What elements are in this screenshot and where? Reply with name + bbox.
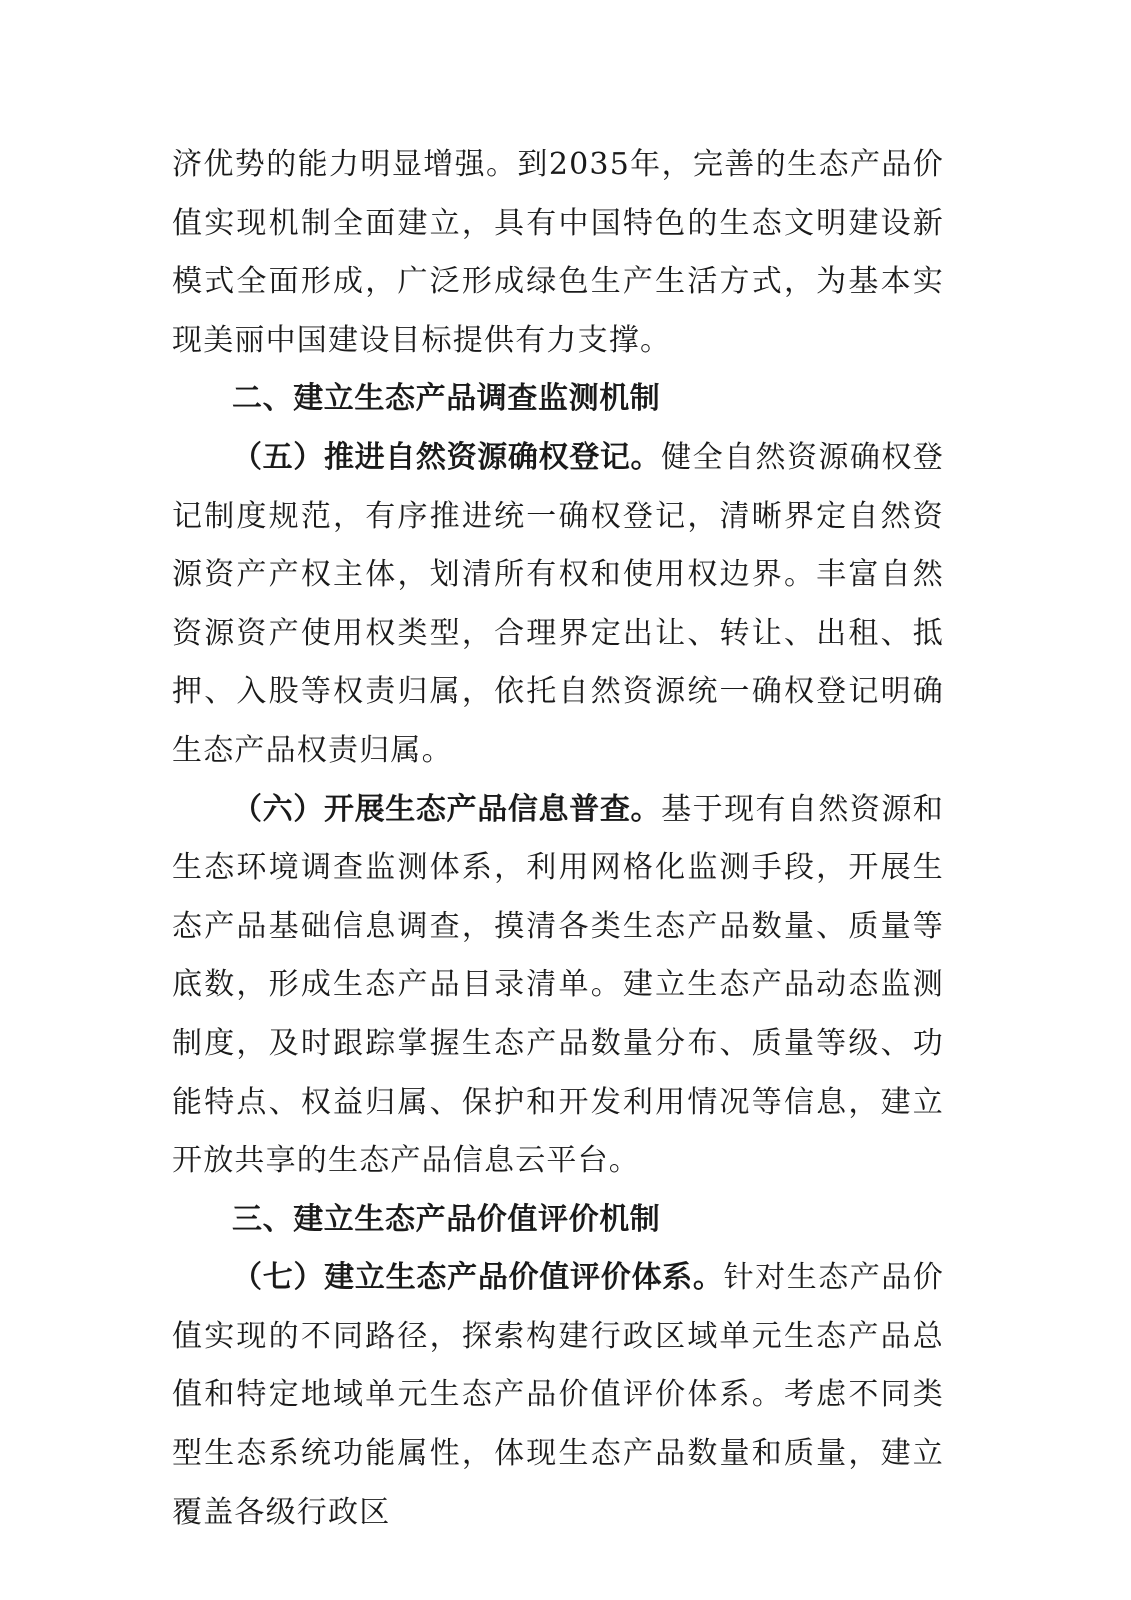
- paragraph-7: [172, 1249, 944, 1542]
- section-heading-2: [172, 370, 944, 429]
- section-heading-text: 三、建立生态产品价值评价机制: [232, 1201, 661, 1237]
- section-heading-3: [172, 1191, 944, 1250]
- paragraph-continuation: [172, 136, 944, 370]
- paragraph-lead: （七）建立生态产品价值评价体系。: [232, 1260, 724, 1296]
- paragraph-lead: （五）推进自然资源确权登记。: [232, 439, 662, 475]
- paragraph-text: 济优势的能力明显增强。到2035年，完善的生态产品价值实现机制全面建立，具有中国特色的生态文明建设新模式全面形成，广泛形成绿色生产生活方式，为基本实现美丽中国建设目标提供有力支撑。: [172, 147, 944, 358]
- paragraph-text: 健全自然资源确权登记制度规范，有序推进统一确权登记，清晰界定自然资源资产产权主体，划清所有权和使用权边界。丰富自然资源资产使用权类型，合理界定出让、转让、出租、抵押、入股等权责归属，依托自然资源统一确权登记明确生态产品权责归属。: [172, 439, 944, 768]
- paragraph-lead: （六）开展生态产品信息普查。: [232, 791, 662, 827]
- document-body: [172, 136, 944, 1542]
- paragraph-5: [172, 429, 944, 781]
- paragraph-6: [172, 781, 944, 1191]
- paragraph-text: 基于现有自然资源和生态环境调查监测体系，利用网格化监测手段，开展生态产品基础信息调查，摸清各类生态产品数量、质量等底数，形成生态产品目录清单。建立生态产品动态监测制度，及时跟踪掌握生态产品数量分布、质量等级、功能特点、权益归属、保护和开发利用情况等信息，建立开放共享的生态产品信息云平台。: [172, 791, 944, 1179]
- paragraph-text: 针对生态产品价值实现的不同路径，探索构建行政区域单元生态产品总值和特定地域单元生态产品价值评价体系。考虑不同类型生态系统功能属性，体现生态产品数量和质量，建立覆盖各级行政区: [172, 1260, 945, 1530]
- section-heading-text: 二、建立生态产品调查监测机制: [232, 381, 661, 417]
